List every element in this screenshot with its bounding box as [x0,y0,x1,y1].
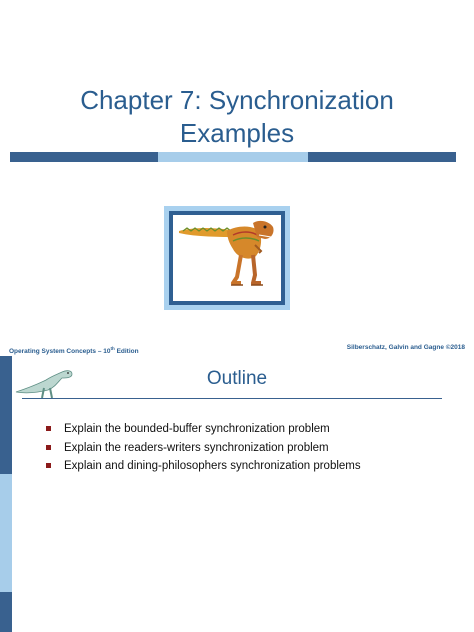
edition-footer: Operating System Concepts – 10th Edition [9,346,139,356]
slide-title-line-2: Examples [179,118,295,148]
outline-rule [22,398,442,399]
slide-title [0,84,474,150]
side-bar-middle [0,474,12,592]
list-item: Explain and dining-philosophers synchronization problems [46,457,361,476]
bullet-square-icon [46,445,51,450]
bullet-square-icon [46,463,51,468]
slide-title-line-1: Chapter 7: Synchronization [80,85,394,115]
dinosaur-illustration-icon [175,217,279,299]
title-rule-right [308,152,456,162]
list-item: Explain the readers-writers synchronization problem [46,439,361,458]
bullet-square-icon [46,426,51,431]
outline-slide [0,342,474,632]
outline-bullet-list [46,420,361,476]
cover-logo-frame [164,206,290,310]
title-rule-middle [158,152,308,162]
title-rule-left [10,152,158,162]
side-bar-bottom [0,592,12,632]
outline-heading: Outline [206,368,268,389]
copyright-footer: Silberschatz, Galvin and Gagne ©2018 [346,344,465,351]
list-item: Explain the bounded-buffer synchronization problem [46,420,361,439]
